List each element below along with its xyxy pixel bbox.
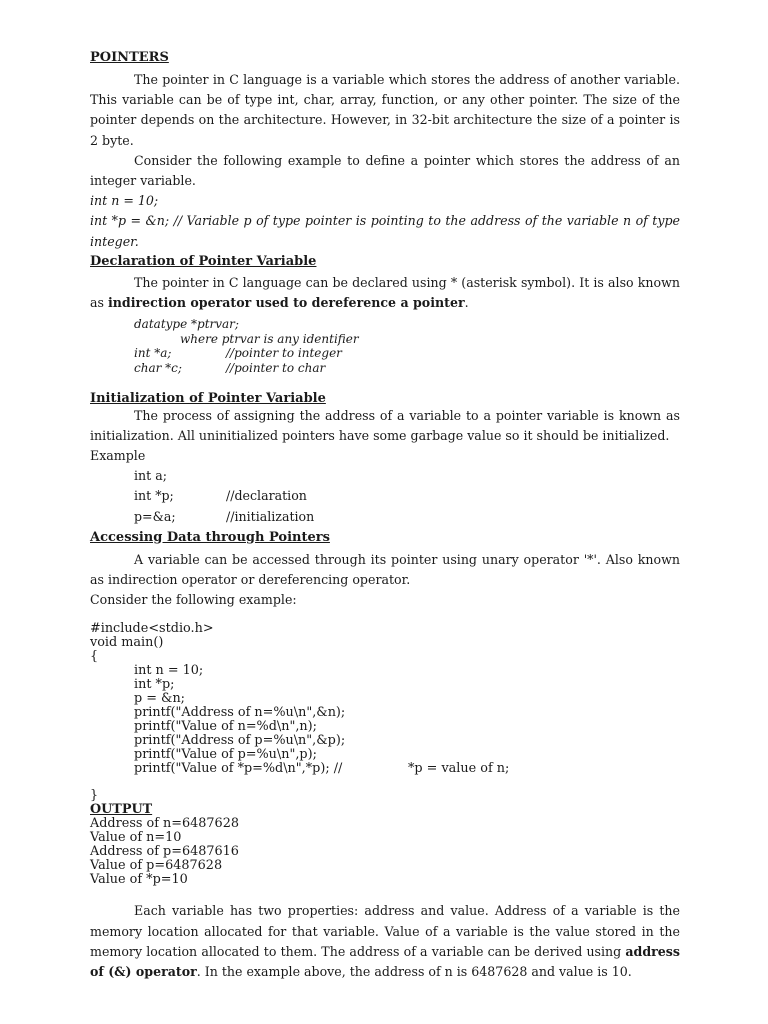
output-line: Value of n=10 [90,830,182,846]
consider-line: Consider the following example: [90,592,297,608]
initialization-code-block [134,466,680,527]
document-page [90,48,680,982]
accessing-paragraph: A variable can be accessed through its pointer using unary operator '*'. Also known as indirection operator or dereferencing operator. [90,551,680,588]
code-statement: printf("Value of *p=%d\n",*p); // [134,761,343,777]
pointer-example-code-line: int *p = &n; // Variable p of type pointer is pointing to the address of the variable n of type integer. [90,213,680,249]
declaration-code: char *c; [134,361,182,376]
code-line: int n = 10; [134,663,204,679]
output-line: Value of *p=10 [90,872,188,888]
closing-paragraph: Each variable has two properties: address and value. Address of a variable is the memory location allocated for that variable. Value of a variable is the value stored in the memory location allocated to them. The address of a variable can be derived using address of (&) operator. In the example above, the address of n is 6487628 and value is 10. [90,903,680,980]
declaration-code: int *a; [134,346,172,361]
declaration-comment: //pointer to char [226,361,326,376]
example-label: Example [90,448,146,464]
initialization-line [134,507,680,527]
output-block [90,803,680,887]
code-line: #include<stdio.h> [90,621,214,637]
bold-term: address of (&) operator [90,943,680,980]
code-comment: *p = value of n; [408,761,510,777]
initialization-comment: //initialization [226,508,315,524]
initialization-heading: Initialization of Pointer Variable [90,390,326,406]
initialization-comment: //declaration [226,488,307,504]
pointers-intro-paragraph: The pointer in C language is a variable which stores the address of another variable. This variable can be of type int, char, array, function, or any other pointer. The size of the pointer depends on the architecture. However, in 32-bit architecture the size of a pointer is 2 byte. [90,72,680,148]
pointers-heading: POINTERS [90,50,169,65]
declaration-paragraph: The pointer in C language can be declared using * (asterisk symbol). It is also known as indirection operator used to dereference a pointer. [90,274,680,311]
initialization-line [134,466,680,486]
code-line: p = &n; [134,691,185,707]
code-line: } [90,788,99,804]
syntax-note: where ptrvar is any identifier [180,331,359,346]
initialization-line [134,486,680,506]
syntax-line: datatype *ptrvar; [134,317,239,332]
declaration-comment: //pointer to integer [226,346,342,361]
output-line: Address of n=6487628 [90,816,239,832]
declaration-heading: Declaration of Pointer Variable [90,253,317,269]
initialization-paragraph: The process of assigning the address of a variable to a pointer variable is known as initialization. All uninitialized pointers have some garbage value so it should be initialized. [90,407,680,443]
declaration-syntax-block [134,317,680,375]
code-line: { [90,649,99,665]
code-listing [90,622,680,803]
code-line: printf("Value of p=%u\n",p); [134,747,317,763]
output-line: Address of p=6487616 [90,844,239,860]
bold-term: indirection operator used to dereference a pointer [107,295,465,311]
declaration-example [134,346,680,361]
code-line: void main() [90,635,164,651]
output-line: Value of p=6487628 [90,858,223,874]
code-body [134,664,680,776]
pointer-example-code-line: int n = 10; [90,193,159,209]
declaration-example [134,361,680,376]
initialization-code: p=&a; [134,508,176,524]
code-line: int *p; [134,677,175,693]
code-line: printf("Address of n=%u\n",&n); [134,705,346,721]
initialization-code: int a; [134,468,167,484]
code-line: printf("Value of n=%d\n",n); [134,719,317,735]
initialization-code: int *p; [134,488,174,504]
code-line: printf("Address of p=%u\n",&p); [134,733,346,749]
pointers-example-paragraph: Consider the following example to define a pointer which stores the address of an integer variable. [90,152,680,189]
code-line [134,762,680,776]
output-heading: OUTPUT [90,802,153,818]
accessing-heading: Accessing Data through Pointers [90,529,330,545]
